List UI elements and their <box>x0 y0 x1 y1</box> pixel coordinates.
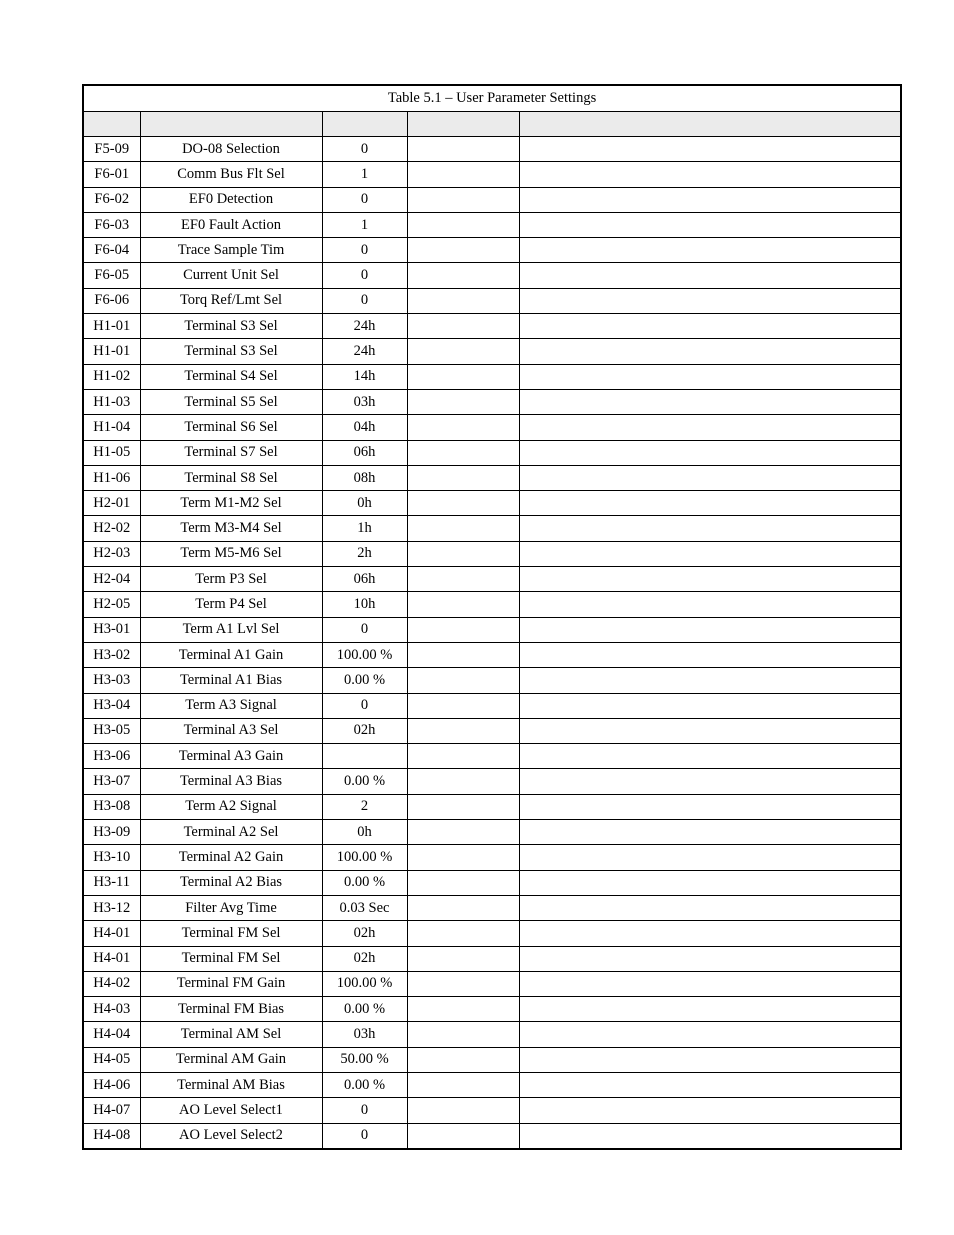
notes-cell <box>519 1123 901 1149</box>
table-row <box>83 946 901 971</box>
param-value-cell: 1 <box>322 162 407 187</box>
param-name-cell: Terminal A1 Bias <box>140 668 322 693</box>
param-value-cell: 1 <box>322 212 407 237</box>
param-name-cell: Filter Avg Time <box>140 895 322 920</box>
param-value-cell: 0.00 % <box>322 769 407 794</box>
header-cell <box>407 112 519 137</box>
param-number-cell: H1-04 <box>83 415 140 440</box>
param-number-cell: H3-01 <box>83 617 140 642</box>
notes-cell <box>519 718 901 743</box>
param-name-cell: Term P3 Sel <box>140 567 322 592</box>
header-cell <box>140 112 322 137</box>
notes-cell <box>519 162 901 187</box>
param-value-cell: 0 <box>322 617 407 642</box>
table-row <box>83 516 901 541</box>
param-value-cell: 0.00 % <box>322 668 407 693</box>
user-setting-cell <box>407 820 519 845</box>
param-name-cell: Terminal AM Gain <box>140 1047 322 1072</box>
param-number-cell: F6-01 <box>83 162 140 187</box>
notes-cell <box>519 769 901 794</box>
header-cell <box>83 112 140 137</box>
param-name-cell: Terminal A2 Bias <box>140 870 322 895</box>
user-setting-cell <box>407 440 519 465</box>
user-parameter-table <box>82 84 902 1150</box>
notes-cell <box>519 465 901 490</box>
notes-cell <box>519 263 901 288</box>
table-row <box>83 162 901 187</box>
notes-cell <box>519 820 901 845</box>
param-value-cell: 50.00 % <box>322 1047 407 1072</box>
notes-cell <box>519 642 901 667</box>
table-row <box>83 389 901 414</box>
notes-cell <box>519 1072 901 1097</box>
user-setting-cell <box>407 921 519 946</box>
param-value-cell: 03h <box>322 1022 407 1047</box>
table-row <box>83 1047 901 1072</box>
table-row <box>83 1072 901 1097</box>
param-value-cell: 04h <box>322 415 407 440</box>
user-setting-cell <box>407 617 519 642</box>
param-value-cell: 03h <box>322 389 407 414</box>
table-row <box>83 212 901 237</box>
param-value-cell: 02h <box>322 946 407 971</box>
notes-cell <box>519 491 901 516</box>
table-row <box>83 440 901 465</box>
param-name-cell: Terminal A2 Sel <box>140 820 322 845</box>
param-value-cell: 06h <box>322 440 407 465</box>
param-value-cell: 02h <box>322 718 407 743</box>
param-number-cell: H2-01 <box>83 491 140 516</box>
table-row <box>83 263 901 288</box>
user-setting-cell <box>407 946 519 971</box>
user-setting-cell <box>407 769 519 794</box>
param-name-cell: Term A3 Signal <box>140 693 322 718</box>
table-row <box>83 997 901 1022</box>
user-setting-cell <box>407 339 519 364</box>
notes-cell <box>519 212 901 237</box>
param-number-cell: H3-06 <box>83 744 140 769</box>
user-setting-cell <box>407 137 519 162</box>
user-setting-cell <box>407 1022 519 1047</box>
param-value-cell: 06h <box>322 567 407 592</box>
param-value-cell: 14h <box>322 364 407 389</box>
user-setting-cell <box>407 693 519 718</box>
param-value-cell: 1h <box>322 516 407 541</box>
table-title: Table 5.1 – User Parameter Settings <box>83 85 901 112</box>
param-value-cell: 0 <box>322 137 407 162</box>
param-name-cell: Torq Ref/Lmt Sel <box>140 288 322 313</box>
table-row <box>83 895 901 920</box>
table-row <box>83 668 901 693</box>
table-row <box>83 339 901 364</box>
user-setting-cell <box>407 642 519 667</box>
param-value-cell: 0 <box>322 238 407 263</box>
table-row <box>83 415 901 440</box>
notes-cell <box>519 137 901 162</box>
notes-cell <box>519 1047 901 1072</box>
user-setting-cell <box>407 997 519 1022</box>
param-number-cell: H3-05 <box>83 718 140 743</box>
notes-cell <box>519 971 901 996</box>
param-name-cell: Terminal FM Sel <box>140 946 322 971</box>
param-name-cell: Term A1 Lvl Sel <box>140 617 322 642</box>
table-row <box>83 567 901 592</box>
notes-cell <box>519 288 901 313</box>
user-setting-cell <box>407 1072 519 1097</box>
user-setting-cell <box>407 1098 519 1123</box>
param-number-cell: F6-05 <box>83 263 140 288</box>
param-number-cell: F6-06 <box>83 288 140 313</box>
param-value-cell: 0.00 % <box>322 870 407 895</box>
table-row <box>83 744 901 769</box>
user-setting-cell <box>407 465 519 490</box>
param-name-cell: Terminal S4 Sel <box>140 364 322 389</box>
param-value-cell: 100.00 % <box>322 642 407 667</box>
param-number-cell: H3-11 <box>83 870 140 895</box>
param-value-cell: 0h <box>322 820 407 845</box>
param-name-cell: Term A2 Signal <box>140 794 322 819</box>
param-number-cell: H1-06 <box>83 465 140 490</box>
param-name-cell: Terminal A1 Gain <box>140 642 322 667</box>
param-number-cell: H4-03 <box>83 997 140 1022</box>
table-row <box>83 769 901 794</box>
table-row <box>83 465 901 490</box>
param-name-cell: Terminal AM Bias <box>140 1072 322 1097</box>
user-setting-cell <box>407 314 519 339</box>
param-number-cell: H3-09 <box>83 820 140 845</box>
user-setting-cell <box>407 845 519 870</box>
param-number-cell: H3-07 <box>83 769 140 794</box>
notes-cell <box>519 516 901 541</box>
user-setting-cell <box>407 592 519 617</box>
table-row <box>83 794 901 819</box>
param-value-cell: 0 <box>322 288 407 313</box>
user-setting-cell <box>407 263 519 288</box>
notes-cell <box>519 744 901 769</box>
param-number-cell: H1-01 <box>83 339 140 364</box>
param-name-cell: Comm Bus Flt Sel <box>140 162 322 187</box>
param-number-cell: H4-05 <box>83 1047 140 1072</box>
param-number-cell: H1-01 <box>83 314 140 339</box>
table-row <box>83 1123 901 1149</box>
notes-cell <box>519 238 901 263</box>
user-setting-cell <box>407 971 519 996</box>
param-number-cell: H4-01 <box>83 946 140 971</box>
table-row <box>83 314 901 339</box>
header-cell <box>519 112 901 137</box>
table-row <box>83 541 901 566</box>
table-row <box>83 870 901 895</box>
param-value-cell: 10h <box>322 592 407 617</box>
param-name-cell: Terminal S8 Sel <box>140 465 322 490</box>
param-value-cell: 08h <box>322 465 407 490</box>
param-name-cell: Terminal AM Sel <box>140 1022 322 1047</box>
user-setting-cell <box>407 364 519 389</box>
table-row <box>83 921 901 946</box>
table-row <box>83 845 901 870</box>
table-row <box>83 187 901 212</box>
notes-cell <box>519 592 901 617</box>
table-row <box>83 693 901 718</box>
param-name-cell: EF0 Fault Action <box>140 212 322 237</box>
notes-cell <box>519 997 901 1022</box>
param-name-cell: Trace Sample Tim <box>140 238 322 263</box>
param-number-cell: H2-03 <box>83 541 140 566</box>
table-row <box>83 971 901 996</box>
param-name-cell: Terminal A3 Gain <box>140 744 322 769</box>
param-number-cell: H4-01 <box>83 921 140 946</box>
user-setting-cell <box>407 870 519 895</box>
notes-cell <box>519 946 901 971</box>
notes-cell <box>519 541 901 566</box>
param-name-cell: Terminal A2 Gain <box>140 845 322 870</box>
param-number-cell: H1-03 <box>83 389 140 414</box>
user-setting-cell <box>407 415 519 440</box>
table-row <box>83 491 901 516</box>
param-number-cell: H2-04 <box>83 567 140 592</box>
table-row <box>83 617 901 642</box>
user-setting-cell <box>407 516 519 541</box>
notes-cell <box>519 364 901 389</box>
param-number-cell: H4-08 <box>83 1123 140 1149</box>
table-row <box>83 137 901 162</box>
user-setting-cell <box>407 895 519 920</box>
param-number-cell: H3-02 <box>83 642 140 667</box>
param-value-cell: 0.00 % <box>322 1072 407 1097</box>
notes-cell <box>519 617 901 642</box>
param-number-cell: H3-04 <box>83 693 140 718</box>
notes-cell <box>519 314 901 339</box>
notes-cell <box>519 693 901 718</box>
param-value-cell: 2h <box>322 541 407 566</box>
param-number-cell: H4-04 <box>83 1022 140 1047</box>
param-value-cell: 0h <box>322 491 407 516</box>
param-number-cell: F6-03 <box>83 212 140 237</box>
param-name-cell: AO Level Select2 <box>140 1123 322 1149</box>
user-setting-cell <box>407 541 519 566</box>
param-name-cell: Terminal FM Gain <box>140 971 322 996</box>
user-setting-cell <box>407 187 519 212</box>
user-setting-cell <box>407 212 519 237</box>
notes-cell <box>519 567 901 592</box>
param-value-cell: 24h <box>322 339 407 364</box>
param-value-cell: 0 <box>322 1123 407 1149</box>
param-name-cell: AO Level Select1 <box>140 1098 322 1123</box>
user-setting-cell <box>407 1123 519 1149</box>
param-name-cell: Terminal A3 Bias <box>140 769 322 794</box>
param-value-cell: 02h <box>322 921 407 946</box>
user-setting-cell <box>407 491 519 516</box>
param-number-cell: F5-09 <box>83 137 140 162</box>
notes-cell <box>519 794 901 819</box>
param-name-cell: Current Unit Sel <box>140 263 322 288</box>
notes-cell <box>519 1098 901 1123</box>
table-body <box>83 85 901 1149</box>
param-name-cell: Terminal S3 Sel <box>140 314 322 339</box>
param-value-cell: 0 <box>322 263 407 288</box>
table-row <box>83 288 901 313</box>
param-value-cell: 2 <box>322 794 407 819</box>
param-name-cell: Terminal A3 Sel <box>140 718 322 743</box>
param-number-cell: H1-02 <box>83 364 140 389</box>
notes-cell <box>519 895 901 920</box>
param-name-cell: Terminal FM Sel <box>140 921 322 946</box>
param-value-cell: 0 <box>322 187 407 212</box>
param-name-cell: EF0 Detection <box>140 187 322 212</box>
param-number-cell: H3-10 <box>83 845 140 870</box>
param-value-cell: 24h <box>322 314 407 339</box>
notes-cell <box>519 389 901 414</box>
notes-cell <box>519 440 901 465</box>
user-setting-cell <box>407 744 519 769</box>
user-setting-cell <box>407 1047 519 1072</box>
user-setting-cell <box>407 794 519 819</box>
param-number-cell: H3-08 <box>83 794 140 819</box>
notes-cell <box>519 415 901 440</box>
param-name-cell: Terminal S7 Sel <box>140 440 322 465</box>
notes-cell <box>519 1022 901 1047</box>
table-row <box>83 238 901 263</box>
param-name-cell: Terminal FM Bias <box>140 997 322 1022</box>
table-row <box>83 592 901 617</box>
param-number-cell: H2-05 <box>83 592 140 617</box>
table-row <box>83 642 901 667</box>
param-name-cell: Terminal S3 Sel <box>140 339 322 364</box>
param-number-cell: H3-12 <box>83 895 140 920</box>
notes-cell <box>519 668 901 693</box>
param-name-cell: Term M1-M2 Sel <box>140 491 322 516</box>
param-value-cell: 0 <box>322 1098 407 1123</box>
notes-cell <box>519 845 901 870</box>
param-number-cell: H4-07 <box>83 1098 140 1123</box>
param-number-cell: F6-04 <box>83 238 140 263</box>
table-header-row <box>83 112 901 137</box>
user-setting-cell <box>407 238 519 263</box>
notes-cell <box>519 870 901 895</box>
param-number-cell: H1-05 <box>83 440 140 465</box>
user-setting-cell <box>407 162 519 187</box>
table-row <box>83 1098 901 1123</box>
param-number-cell: F6-02 <box>83 187 140 212</box>
param-name-cell: Terminal S5 Sel <box>140 389 322 414</box>
table-row <box>83 1022 901 1047</box>
param-name-cell: Term M5-M6 Sel <box>140 541 322 566</box>
notes-cell <box>519 339 901 364</box>
user-setting-cell <box>407 288 519 313</box>
param-value-cell: 100.00 % <box>322 971 407 996</box>
param-value-cell: 100.00 % <box>322 845 407 870</box>
param-number-cell: H4-02 <box>83 971 140 996</box>
param-name-cell: DO-08 Selection <box>140 137 322 162</box>
param-number-cell: H2-02 <box>83 516 140 541</box>
notes-cell <box>519 187 901 212</box>
table-row <box>83 364 901 389</box>
param-name-cell: Term M3-M4 Sel <box>140 516 322 541</box>
param-value-cell <box>322 744 407 769</box>
user-setting-cell <box>407 567 519 592</box>
header-cell <box>322 112 407 137</box>
param-value-cell: 0.03 Sec <box>322 895 407 920</box>
user-setting-cell <box>407 389 519 414</box>
notes-cell <box>519 921 901 946</box>
param-name-cell: Terminal S6 Sel <box>140 415 322 440</box>
user-setting-cell <box>407 668 519 693</box>
table-title-row <box>83 85 901 112</box>
param-value-cell: 0.00 % <box>322 997 407 1022</box>
user-setting-cell <box>407 718 519 743</box>
param-value-cell: 0 <box>322 693 407 718</box>
table-row <box>83 718 901 743</box>
param-number-cell: H4-06 <box>83 1072 140 1097</box>
param-number-cell: H3-03 <box>83 668 140 693</box>
table-row <box>83 820 901 845</box>
param-name-cell: Term P4 Sel <box>140 592 322 617</box>
